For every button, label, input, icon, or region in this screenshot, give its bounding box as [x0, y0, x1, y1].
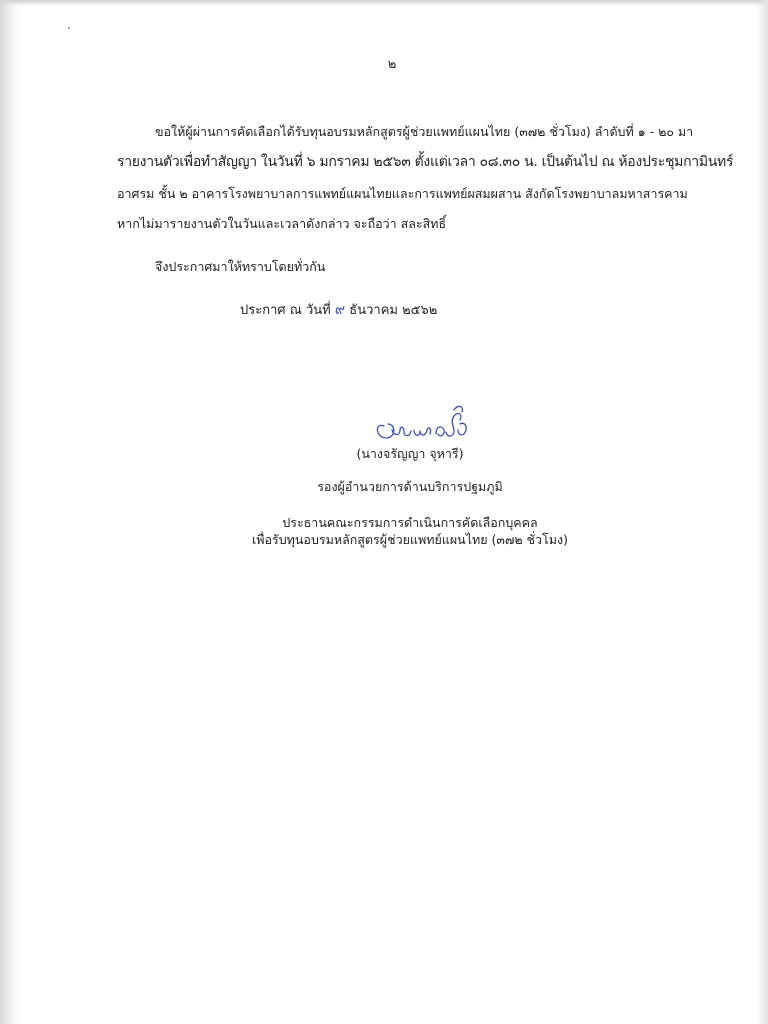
body-paragraph-line-4: หากไม่มารายงานตัวในวันและเวลาดังกล่าว จะถือว่า สละสิทธิ์	[117, 216, 447, 231]
body-paragraph-line-1: ขอให้ผู้ผ่านการคัดเลือกได้รับทุนอบรมหลักสูตรผู้ช่วยแพทย์แผนไทย (๓๗๒ ชั่วโมง) ลำดับที่ ๑ - ๒๐ มา	[155, 124, 694, 139]
page-shadow-left	[0, 0, 18, 1024]
announcement-line: จึงประกาศมาให้ทราบโดยทั่วกัน	[155, 259, 326, 274]
date-prefix: ประกาศ ณ วันที่	[240, 303, 331, 318]
handwritten-signature	[370, 400, 474, 448]
body-paragraph-line-2: รายงานตัวเพื่อทำสัญญา ในวันที่ ๖ มกราคม ๒๕๖๓ ตั้งแต่เวลา ๐๘.๓๐ น. เป็นต้นไป ณ ห้องประชุมกามินทร์	[117, 154, 734, 170]
signatory-position: รองผู้อำนวยการด้านบริการปฐมภูมิ	[317, 479, 503, 494]
date-day: ๙	[334, 302, 346, 318]
signatory-role-line-1: ประธานคณะกรรมการดำเนินการคัดเลือกบุคคล	[282, 515, 538, 530]
signatory-role-line-2: เพื่อรับทุนอบรมหลักสูตรผู้ช่วยแพทย์แผนไทย (๓๗๒ ชั่วโมง)	[251, 532, 568, 547]
body-paragraph-line-3: อาศรม ชั้น ๒ อาคารโรงพยาบาลการแพทย์แผนไทยและการแพทย์ผสมผสาน สังกัดโรงพยาบาลมหาสารคาม	[117, 186, 688, 201]
page-number: ๒	[387, 57, 397, 72]
scan-speck	[68, 27, 70, 29]
announcement-date	[240, 302, 437, 319]
page-shadow-right	[756, 0, 768, 1024]
date-month-year: ธันวาคม ๒๕๖๒	[349, 303, 438, 318]
signatory-name: (นางจรัญญา จุหารี)	[356, 446, 464, 461]
page-shadow-top	[0, 0, 768, 6]
